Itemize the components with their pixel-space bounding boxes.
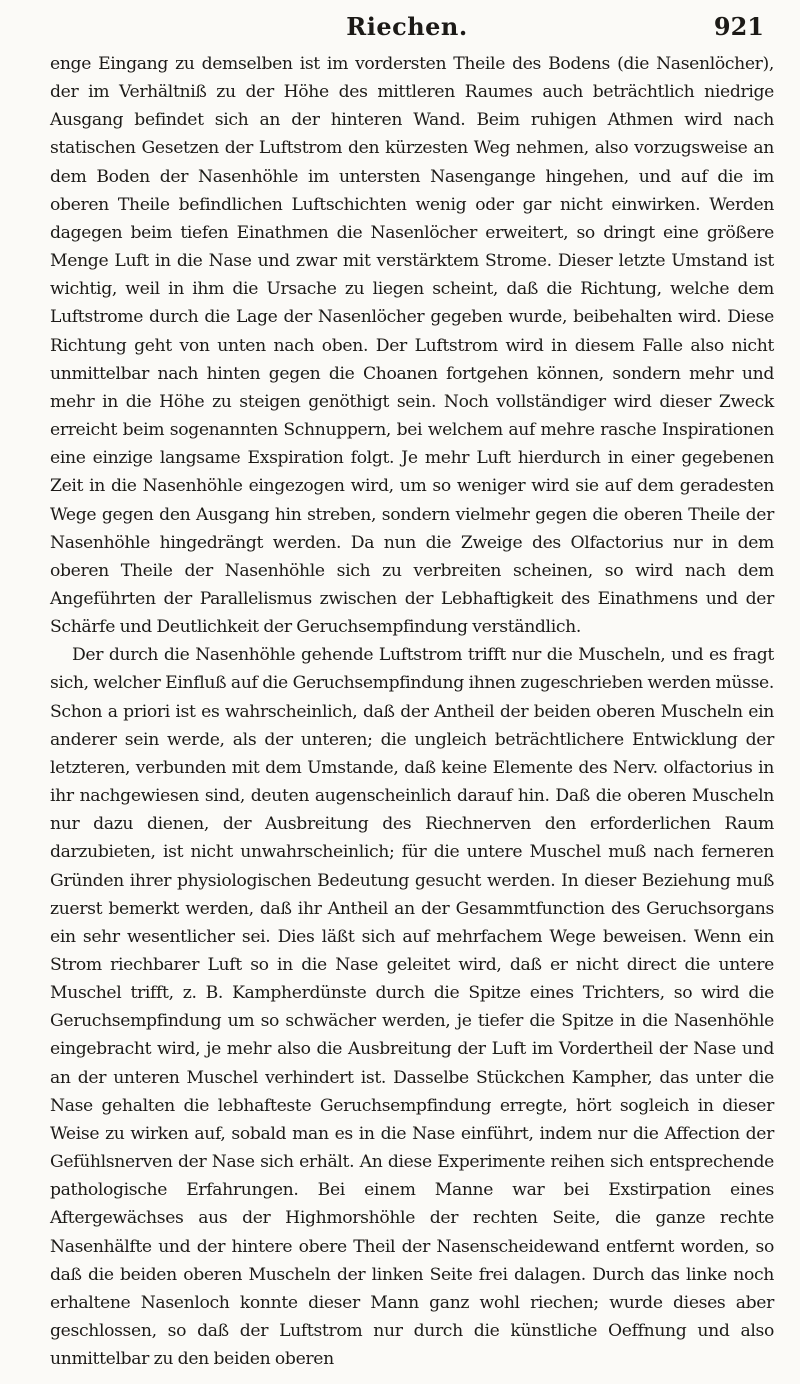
body-text — [50, 50, 774, 1373]
page-number: 921 — [713, 12, 764, 41]
paragraph-1: enge Eingang zu demselben ist im vordersten Theile des Bodens (die Nasenlöcher), der im Verhältniß zu der Höhe des mittleren Raumes auch beträchtlich niedrige Ausgang befindet sich an der hinteren Wand. Beim ruhigen Athmen wird nach statischen Gesetzen der Luftstrom den kürzesten Weg nehmen, also vorzugsweise an dem Boden der Nasenhöhle im untersten Nasengange hingehen, und auf die im oberen Theile befindlichen Luftschichten wenig oder gar nicht einwirken. Werden dagegen beim tiefen Einathmen die Nasenlöcher erweitert, so dringt eine größere Menge Luft in die Nase und zwar mit verstärktem Strome. Dieser letzte Umstand ist wichtig, weil in ihm die Ursache zu liegen scheint, daß die Richtung, welche dem Luftstrome durch die Lage der Nasenlöcher gegeben wurde, beibehalten wird. Diese Richtung geht von unten nach oben. Der Luftstrom wird in diesem Falle also nicht unmittelbar nach hinten gegen die Choanen fortgehen können, sondern mehr und mehr in die Höhe zu steigen genöthigt sein. Noch vollständiger wird dieser Zweck erreicht beim sogenannten Schnuppern, bei welchem auf mehre rasche Inspirationen eine einzige langsame Exspiration folgt. Je mehr Luft hierdurch in einer gegebenen Zeit in die Nasenhöhle eingezogen wird, um so weniger wird sie auf dem geradesten Wege gegen den Ausgang hin streben, sondern vielmehr gegen die oberen Theile der Nasenhöhle hingedrängt werden. Da nun die Zweige des Olfactorius nur in dem oberen Theile der Nasenhöhle sich zu verbreiten scheinen, so wird nach dem Angeführten der Parallelismus zwischen der Lebhaftigkeit des Einathmens und der Schärfe und Deutlichkeit der Geruchsempfindung verständlich. — [50, 54, 774, 638]
running-head — [50, 12, 764, 44]
page-title: Riechen. — [346, 12, 468, 41]
paragraph-2: Der durch die Nasenhöhle gehende Luftstrom trifft nur die Muscheln, und es fragt sich, welcher Einfluß auf die Geruchsempfindung ihnen zugeschrieben werden müsse. Schon a priori ist es wahrscheinlich, daß der Antheil der beiden oberen Muscheln ein anderer sein werde, als der unteren; die ungleich beträchtlichere Entwicklung der letzteren, verbunden mit dem Umstande, daß keine Elemente des Nerv. olfactorius in ihr nachgewiesen sind, deuten augenscheinlich darauf hin. Daß die oberen Muscheln nur dazu dienen, der Ausbreitung des Riechnerven den erforderlichen Raum darzubieten, ist nicht unwahrscheinlich; für die untere Muschel muß nach ferneren Gründen ihrer physiologischen Bedeutung gesucht werden. In dieser Beziehung muß zuerst bemerkt werden, daß ihr Antheil an der Gesammtfunction des Geruchsorgans ein sehr wesentlicher sei. Dies läßt sich auf mehrfachem Wege beweisen. Wenn ein Strom riechbarer Luft so in die Nase geleitet wird, daß er nicht direct die untere Muschel trifft, z. B. Kampherdünste durch die Spitze eines Trichters, so wird die Geruchsempfindung um so schwächer werden, je tiefer die Spitze in die Nasenhöhle eingebracht wird, je mehr also die Ausbreitung der Luft im Vordertheil der Nase und an der unteren Muschel verhindert ist. Dasselbe Stückchen Kampher, das unter die Nase gehalten die lebhafteste Geruchsempfindung erregte, hört sogleich in dieser Weise zu wirken auf, sobald man es in die Nase einführt, indem nur die Affection der Gefühlsnerven der Nase sich erhält. An diese Experimente reihen sich entsprechende pathologische Erfahrungen. Bei einem Manne war bei Exstirpation eines Aftergewächses aus der Highmorshöhle der rechten Seite, die ganze rechte Nasenhälfte und der hintere obere Theil der Nasenscheidewand entfernt worden, so daß die beiden oberen Muscheln der linken Seite frei dalagen. Durch das linke noch erhaltene Nasenloch konnte dieser Mann ganz wohl riechen; wurde dieses aber geschlossen, so daß der Luftstrom nur durch die künstliche Oeffnung und also unmittelbar zu den beiden oberen — [50, 645, 774, 1370]
